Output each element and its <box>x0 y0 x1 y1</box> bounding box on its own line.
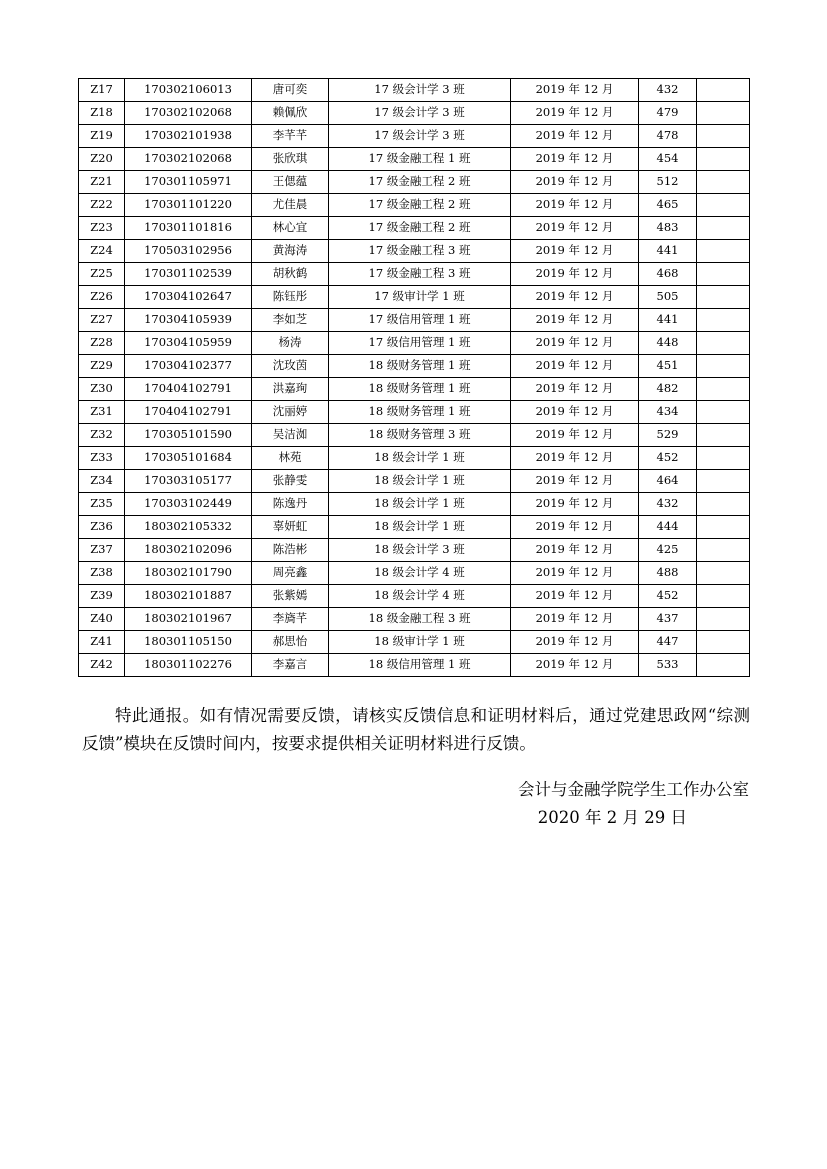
student-id-cell: 170301101220 <box>125 194 252 217</box>
student-id-cell: 180302101790 <box>125 562 252 585</box>
row-id-cell: Z30 <box>79 378 125 401</box>
period-cell: 2019 年 12 月 <box>511 355 639 378</box>
period-cell: 2019 年 12 月 <box>511 378 639 401</box>
table-row <box>79 608 750 631</box>
score-cell: 454 <box>639 148 697 171</box>
period-cell: 2019 年 12 月 <box>511 608 639 631</box>
period-cell: 2019 年 12 月 <box>511 286 639 309</box>
row-id-cell: Z17 <box>79 79 125 102</box>
score-cell: 441 <box>639 309 697 332</box>
row-id-cell: Z18 <box>79 102 125 125</box>
student-id-cell: 170303105177 <box>125 470 252 493</box>
student-id-cell: 170503102956 <box>125 240 252 263</box>
student-id-cell: 180301105150 <box>125 631 252 654</box>
period-cell: 2019 年 12 月 <box>511 585 639 608</box>
student-name-cell: 林心宜 <box>252 217 329 240</box>
table-row <box>79 148 750 171</box>
table-row <box>79 631 750 654</box>
note-cell <box>697 263 750 286</box>
class-cell: 17 级信用管理 1 班 <box>329 332 511 355</box>
class-cell: 18 级会计学 1 班 <box>329 447 511 470</box>
signature-block <box>518 776 749 832</box>
student-name-cell: 沈玫茵 <box>252 355 329 378</box>
row-id-cell: Z36 <box>79 516 125 539</box>
row-id-cell: Z31 <box>79 401 125 424</box>
note-cell <box>697 516 750 539</box>
student-id-cell: 170305101590 <box>125 424 252 447</box>
table-row <box>79 424 750 447</box>
class-cell: 18 级会计学 4 班 <box>329 585 511 608</box>
class-cell: 17 级会计学 3 班 <box>329 102 511 125</box>
row-id-cell: Z19 <box>79 125 125 148</box>
table-row <box>79 355 750 378</box>
score-cell: 512 <box>639 171 697 194</box>
class-cell: 17 级金融工程 2 班 <box>329 194 511 217</box>
note-cell <box>697 217 750 240</box>
note-cell <box>697 424 750 447</box>
student-name-cell: 陈逸丹 <box>252 493 329 516</box>
score-cell: 437 <box>639 608 697 631</box>
score-cell: 533 <box>639 654 697 677</box>
score-cell: 529 <box>639 424 697 447</box>
table-row <box>79 332 750 355</box>
student-name-cell: 陈钰彤 <box>252 286 329 309</box>
table-row <box>79 309 750 332</box>
student-name-cell: 张紫嫣 <box>252 585 329 608</box>
table-row <box>79 516 750 539</box>
period-cell: 2019 年 12 月 <box>511 217 639 240</box>
row-id-cell: Z33 <box>79 447 125 470</box>
score-cell: 483 <box>639 217 697 240</box>
table-row <box>79 240 750 263</box>
row-id-cell: Z32 <box>79 424 125 447</box>
class-cell: 17 级会计学 3 班 <box>329 125 511 148</box>
student-name-cell: 杨涛 <box>252 332 329 355</box>
note-cell <box>697 286 750 309</box>
table-row <box>79 194 750 217</box>
score-cell: 447 <box>639 631 697 654</box>
row-id-cell: Z25 <box>79 263 125 286</box>
student-name-cell: 赖佩欣 <box>252 102 329 125</box>
class-cell: 18 级会计学 4 班 <box>329 562 511 585</box>
class-cell: 18 级财务管理 1 班 <box>329 401 511 424</box>
student-name-cell: 张静雯 <box>252 470 329 493</box>
student-name-cell: 辜妍虹 <box>252 516 329 539</box>
student-name-cell: 胡秋鹤 <box>252 263 329 286</box>
student-name-cell: 林苑 <box>252 447 329 470</box>
table-row <box>79 493 750 516</box>
score-cell: 434 <box>639 401 697 424</box>
student-id-cell: 170304105959 <box>125 332 252 355</box>
period-cell: 2019 年 12 月 <box>511 631 639 654</box>
student-name-cell: 尤佳晨 <box>252 194 329 217</box>
student-name-cell: 张欣琪 <box>252 148 329 171</box>
score-cell: 505 <box>639 286 697 309</box>
class-cell: 17 级金融工程 3 班 <box>329 263 511 286</box>
student-name-cell: 李如芝 <box>252 309 329 332</box>
row-id-cell: Z38 <box>79 562 125 585</box>
note-cell <box>697 585 750 608</box>
row-id-cell: Z27 <box>79 309 125 332</box>
note-cell <box>697 79 750 102</box>
row-id-cell: Z23 <box>79 217 125 240</box>
class-cell: 17 级会计学 3 班 <box>329 79 511 102</box>
note-cell <box>697 608 750 631</box>
class-cell: 18 级财务管理 1 班 <box>329 355 511 378</box>
student-name-cell: 王偲蕴 <box>252 171 329 194</box>
note-cell <box>697 148 750 171</box>
table-row <box>79 263 750 286</box>
note-cell <box>697 240 750 263</box>
period-cell: 2019 年 12 月 <box>511 539 639 562</box>
note-cell <box>697 447 750 470</box>
score-cell: 452 <box>639 585 697 608</box>
student-id-cell: 170304105939 <box>125 309 252 332</box>
note-cell <box>697 631 750 654</box>
period-cell: 2019 年 12 月 <box>511 562 639 585</box>
note-cell <box>697 332 750 355</box>
table-row <box>79 217 750 240</box>
student-id-cell: 170301105971 <box>125 171 252 194</box>
note-cell <box>697 493 750 516</box>
student-id-cell: 170305101684 <box>125 447 252 470</box>
table-row <box>79 125 750 148</box>
row-id-cell: Z20 <box>79 148 125 171</box>
period-cell: 2019 年 12 月 <box>511 654 639 677</box>
note-cell <box>697 194 750 217</box>
table-row <box>79 654 750 677</box>
row-id-cell: Z22 <box>79 194 125 217</box>
row-id-cell: Z26 <box>79 286 125 309</box>
class-cell: 18 级审计学 1 班 <box>329 631 511 654</box>
student-id-cell: 170304102377 <box>125 355 252 378</box>
row-id-cell: Z35 <box>79 493 125 516</box>
class-cell: 17 级金融工程 2 班 <box>329 217 511 240</box>
class-cell: 18 级会计学 3 班 <box>329 539 511 562</box>
score-cell: 432 <box>639 493 697 516</box>
student-name-cell: 周亮鑫 <box>252 562 329 585</box>
student-id-cell: 180302102096 <box>125 539 252 562</box>
note-cell <box>697 562 750 585</box>
student-name-cell: 沈丽婷 <box>252 401 329 424</box>
row-id-cell: Z37 <box>79 539 125 562</box>
class-cell: 18 级财务管理 3 班 <box>329 424 511 447</box>
student-id-cell: 170301102539 <box>125 263 252 286</box>
table-row <box>79 171 750 194</box>
score-cell: 465 <box>639 194 697 217</box>
period-cell: 2019 年 12 月 <box>511 102 639 125</box>
score-table <box>78 78 750 677</box>
class-cell: 18 级会计学 1 班 <box>329 516 511 539</box>
student-name-cell: 郝思怡 <box>252 631 329 654</box>
period-cell: 2019 年 12 月 <box>511 493 639 516</box>
student-id-cell: 170302106013 <box>125 79 252 102</box>
score-cell: 482 <box>639 378 697 401</box>
score-cell: 425 <box>639 539 697 562</box>
student-id-cell: 170404102791 <box>125 401 252 424</box>
student-id-cell: 170302102068 <box>125 102 252 125</box>
period-cell: 2019 年 12 月 <box>511 470 639 493</box>
table-row <box>79 378 750 401</box>
period-cell: 2019 年 12 月 <box>511 240 639 263</box>
note-cell <box>697 539 750 562</box>
table-row <box>79 539 750 562</box>
student-name-cell: 陈浩彬 <box>252 539 329 562</box>
class-cell: 17 级金融工程 1 班 <box>329 148 511 171</box>
table-row <box>79 562 750 585</box>
period-cell: 2019 年 12 月 <box>511 125 639 148</box>
note-cell <box>697 355 750 378</box>
period-cell: 2019 年 12 月 <box>511 332 639 355</box>
period-cell: 2019 年 12 月 <box>511 424 639 447</box>
class-cell: 17 级金融工程 2 班 <box>329 171 511 194</box>
score-cell: 432 <box>639 79 697 102</box>
period-cell: 2019 年 12 月 <box>511 516 639 539</box>
period-cell: 2019 年 12 月 <box>511 171 639 194</box>
student-id-cell: 170301101816 <box>125 217 252 240</box>
note-cell <box>697 102 750 125</box>
row-id-cell: Z28 <box>79 332 125 355</box>
note-cell <box>697 125 750 148</box>
class-cell: 18 级会计学 1 班 <box>329 493 511 516</box>
table-row <box>79 585 750 608</box>
student-name-cell: 洪嘉珣 <box>252 378 329 401</box>
student-id-cell: 180302105332 <box>125 516 252 539</box>
note-cell <box>697 309 750 332</box>
student-name-cell: 唐可奕 <box>252 79 329 102</box>
student-name-cell: 李芊芊 <box>252 125 329 148</box>
student-id-cell: 170304102647 <box>125 286 252 309</box>
score-cell: 478 <box>639 125 697 148</box>
row-id-cell: Z24 <box>79 240 125 263</box>
period-cell: 2019 年 12 月 <box>511 194 639 217</box>
score-cell: 488 <box>639 562 697 585</box>
table-row <box>79 470 750 493</box>
score-cell: 448 <box>639 332 697 355</box>
period-cell: 2019 年 12 月 <box>511 263 639 286</box>
student-id-cell: 180301102276 <box>125 654 252 677</box>
note-cell <box>697 171 750 194</box>
notice-paragraph <box>82 702 750 758</box>
table-row <box>79 102 750 125</box>
period-cell: 2019 年 12 月 <box>511 148 639 171</box>
signature-org: 会计与金融学院学生工作办公室 <box>518 780 749 799</box>
period-cell: 2019 年 12 月 <box>511 401 639 424</box>
student-name-cell: 李嘉言 <box>252 654 329 677</box>
student-id-cell: 170303102449 <box>125 493 252 516</box>
row-id-cell: Z21 <box>79 171 125 194</box>
class-cell: 17 级金融工程 3 班 <box>329 240 511 263</box>
score-cell: 479 <box>639 102 697 125</box>
class-cell: 18 级会计学 1 班 <box>329 470 511 493</box>
student-id-cell: 170302101938 <box>125 125 252 148</box>
signature-date: 2020 年 2 月 29 日 <box>537 808 687 827</box>
row-id-cell: Z40 <box>79 608 125 631</box>
period-cell: 2019 年 12 月 <box>511 447 639 470</box>
student-name-cell: 李旖芊 <box>252 608 329 631</box>
table-row <box>79 401 750 424</box>
table-row <box>79 79 750 102</box>
student-id-cell: 170404102791 <box>125 378 252 401</box>
table-row <box>79 286 750 309</box>
score-cell: 464 <box>639 470 697 493</box>
row-id-cell: Z34 <box>79 470 125 493</box>
class-cell: 18 级金融工程 3 班 <box>329 608 511 631</box>
student-name-cell: 吴洁洳 <box>252 424 329 447</box>
score-cell: 468 <box>639 263 697 286</box>
period-cell: 2019 年 12 月 <box>511 79 639 102</box>
notice-text: 特此通报。如有情况需要反馈，请核实反馈信息和证明材料后，通过党建思政网“综测反馈”模块在反馈时间内，按要求提供相关证明材料进行反馈。 <box>82 706 750 753</box>
student-id-cell: 170302102068 <box>125 148 252 171</box>
note-cell <box>697 378 750 401</box>
student-name-cell: 黄海涛 <box>252 240 329 263</box>
class-cell: 17 级审计学 1 班 <box>329 286 511 309</box>
class-cell: 18 级信用管理 1 班 <box>329 654 511 677</box>
row-id-cell: Z39 <box>79 585 125 608</box>
student-id-cell: 180302101887 <box>125 585 252 608</box>
row-id-cell: Z41 <box>79 631 125 654</box>
student-id-cell: 180302101967 <box>125 608 252 631</box>
row-id-cell: Z42 <box>79 654 125 677</box>
score-cell: 452 <box>639 447 697 470</box>
note-cell <box>697 401 750 424</box>
score-cell: 441 <box>639 240 697 263</box>
row-id-cell: Z29 <box>79 355 125 378</box>
period-cell: 2019 年 12 月 <box>511 309 639 332</box>
table-body <box>79 79 750 677</box>
score-cell: 451 <box>639 355 697 378</box>
table-row <box>79 447 750 470</box>
note-cell <box>697 654 750 677</box>
note-cell <box>697 470 750 493</box>
score-cell: 444 <box>639 516 697 539</box>
class-cell: 17 级信用管理 1 班 <box>329 309 511 332</box>
class-cell: 18 级财务管理 1 班 <box>329 378 511 401</box>
